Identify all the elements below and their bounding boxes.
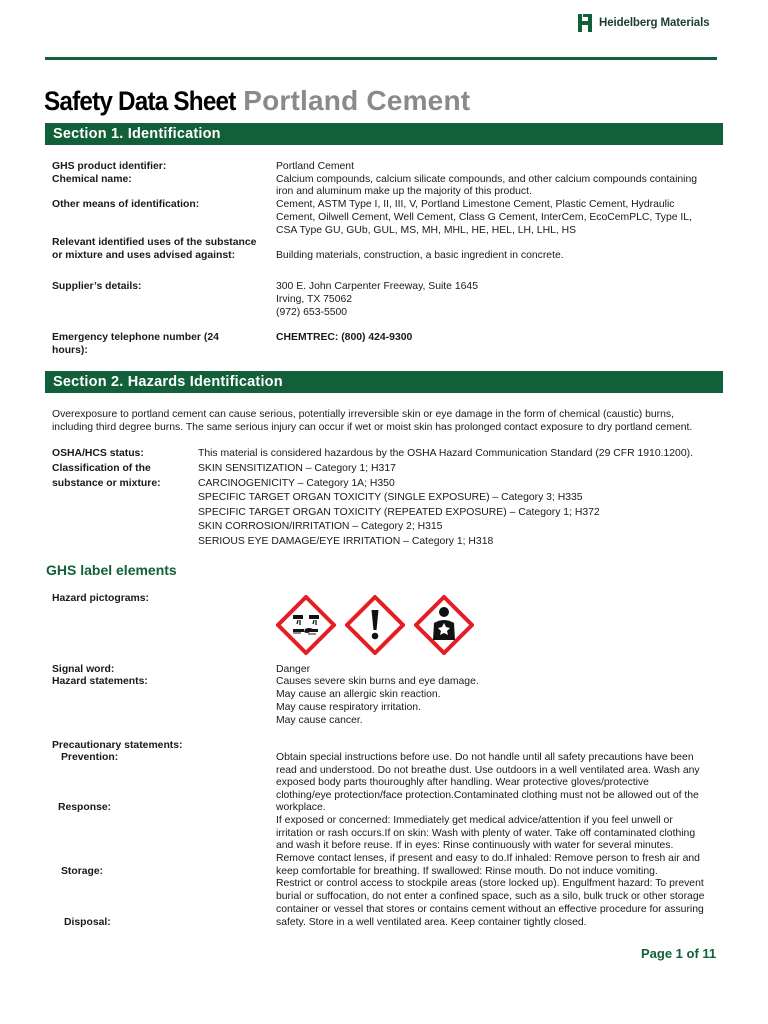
chemical-name-label: Chemical name: [52, 174, 132, 185]
precaution-line: and wash it before reuse. If in eyes: Rinse continuously with water for several minutes. [276, 840, 674, 851]
chemical-name-value-2: iron and aluminum make up the majority of this product. [276, 186, 532, 197]
precaution-line: read and understood. Do not breathe dust. Use outdoors in a well ventilated area. Wash any [276, 765, 700, 776]
signal-word-label: Signal word: [52, 664, 115, 675]
brand-logo [578, 14, 710, 32]
precautionary-label: Precautionary statements: [52, 740, 183, 751]
page-number: Page 1 of 11 [641, 946, 717, 961]
precaution-line: Restrict or control access to stockpile areas (store locked up). Engulfment hazard: To prevent [276, 878, 704, 889]
corrosion-icon [276, 595, 336, 655]
uses-label-1: Relevant identified uses of the substance [52, 237, 257, 248]
pictograms-label: Hazard pictograms: [52, 593, 150, 604]
section-1-heading: Section 1. Identification [45, 123, 723, 145]
brand-logo-icon [578, 14, 594, 32]
hazard-statement: May cause respiratory irritation. [276, 702, 421, 713]
classification-label-2: substance or mixture: [52, 478, 161, 489]
hazard-statement: May cause cancer. [276, 715, 363, 726]
precaution-line: safety. Store in a well ventilated area. Keep container tightly closed. [276, 917, 587, 928]
other-means-value-3: CSA Type GU, GUb, GUL, MS, MH, MHL, HE, HEL, LH, LHL, HS [276, 225, 577, 236]
response-label: Response: [58, 802, 112, 813]
hazard-statements-label: Hazard statements: [52, 676, 148, 687]
title-main: Safety Data Sheet [44, 86, 236, 116]
precaution-line: container or vessel that stores or contains cement without an effective procedure for assuring [276, 904, 704, 915]
disposal-label: Disposal: [64, 917, 111, 928]
classification-item: SKIN SENSITIZATION – Category 1; H317 [198, 463, 396, 474]
classification-item: SKIN CORROSION/IRRITATION – Category 2; H315 [198, 521, 443, 532]
emergency-label-2: hours): [52, 345, 88, 356]
health-hazard-icon [414, 595, 474, 655]
precaution-line: Obtain special instructions before use. Do not handle until all safety precautions have been [276, 752, 694, 763]
signal-word-value: Danger [276, 664, 311, 675]
precaution-line: If exposed or concerned: Immediately get medical advice/attention if you feel unwell or [276, 815, 673, 826]
classification-item: SPECIFIC TARGET ORGAN TOXICITY (REPEATED EXPOSURE) – Category 1; H372 [198, 507, 600, 518]
precaution-line: burial or suffocation, do not enter a confined space, such as a silo, bulk truck or other storage [276, 891, 705, 902]
uses-label-2: or mixture and uses advised against: [52, 250, 236, 261]
precaution-line: Remove contact lenses, if present and easy to do.If inhaled: Remove person to fresh air and [276, 853, 700, 864]
precaution-line: clothing/eye protection/face protection.Contaminated clothing must not be allowed out of the [276, 790, 699, 801]
other-means-value-2: Cement, Oilwell Cement, Well Cement, Class G Cement, InterCem, EcoCemPLC, Type IL, [276, 212, 692, 223]
precaution-line: workplace. [276, 802, 326, 813]
ghs-label-elements-heading: GHS label elements [46, 562, 177, 578]
storage-label: Storage: [61, 866, 104, 877]
hazard-pictograms [276, 595, 474, 655]
supplier-address-2: Irving, TX 75062 [276, 294, 353, 305]
supplier-label: Supplier’s details: [52, 281, 142, 292]
other-means-label: Other means of identification: [52, 199, 200, 210]
ghs-identifier-value: Portland Cement [276, 161, 354, 172]
emergency-phone: CHEMTREC: (800) 424-9300 [276, 332, 413, 343]
hazard-intro-1: Overexposure to portland cement can cause serious, potentially irreversible skin or eye damage in the form of chemical (caustic) burns, [52, 409, 674, 420]
supplier-address-1: 300 E. John Carpenter Freeway, Suite 1645 [276, 281, 478, 292]
uses-value: Building materials, construction, a basic ingredient in concrete. [276, 250, 564, 261]
classification-item: CARCINOGENICITY – Category 1A; H350 [198, 478, 395, 489]
precaution-line: keep comfortable for breathing. If swallowed: Rinse mouth. Do not induce vomiting. [276, 866, 658, 877]
section-2-heading: Section 2. Hazards Identification [45, 371, 723, 393]
hazard-statement: Causes severe skin burns and eye damage. [276, 676, 479, 687]
brand-name: Heidelberg Materials [599, 17, 710, 29]
hazard-statement: May cause an allergic skin reaction. [276, 689, 441, 700]
supplier-phone: (972) 653-5500 [276, 307, 348, 318]
header-rule [45, 57, 717, 60]
chemical-name-value-1: Calcium compounds, calcium silicate compounds, and other calcium compounds containing [276, 174, 698, 185]
classification-item: SPECIFIC TARGET ORGAN TOXICITY (SINGLE EXPOSURE) – Category 3; H335 [198, 492, 583, 503]
prevention-label: Prevention: [61, 752, 119, 763]
document-title [44, 84, 470, 123]
title-product: Portland Cement [243, 85, 471, 116]
precaution-line: irritation or rash occurs.If on skin: Wash with plenty of water. Take off contaminated clothing [276, 828, 696, 839]
osha-status-value: This material is considered hazardous by the OSHA Hazard Communication Standard (29 CFR 1910.1200). [198, 448, 693, 459]
classification-item: SERIOUS EYE DAMAGE/EYE IRRITATION – Category 1; H318 [198, 536, 494, 547]
emergency-label-1: Emergency telephone number (24 [52, 332, 219, 343]
osha-status-label: OSHA/HCS status: [52, 448, 144, 459]
ghs-identifier-label: GHS product identifier: [52, 161, 167, 172]
exclamation-mark-icon [345, 595, 405, 655]
classification-label-1: Classification of the [52, 463, 151, 474]
precaution-line: exposed body parts thouroughly after handling. Wear protective gloves/protective [276, 777, 649, 788]
other-means-value-1: Cement, ASTM Type I, II, III, V, Portland Limestone Cement, Plastic Cement, Hydraulic [276, 199, 675, 210]
hazard-intro-2: including third degree burns. The same serious injury can occur if wet or moist skin has prolonged contact exposure to dry portland cement. [52, 422, 693, 433]
